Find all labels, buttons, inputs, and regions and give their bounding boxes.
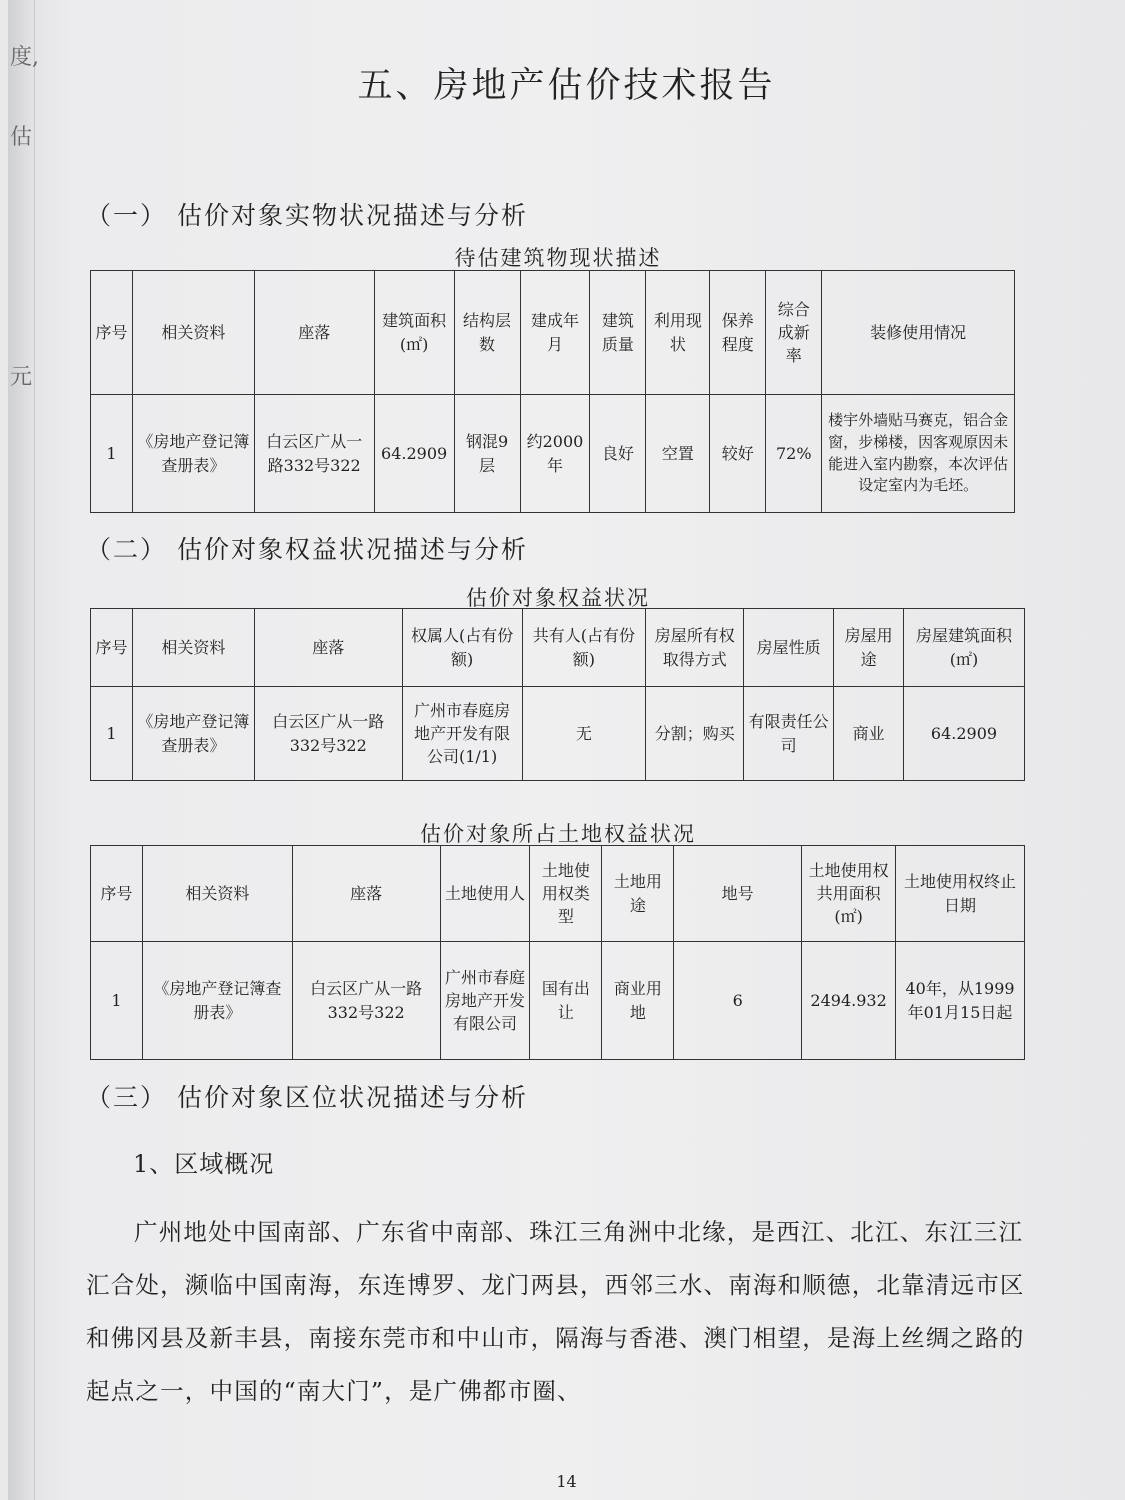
cell-area: 64.2909 <box>374 395 454 513</box>
page-title: 五、房地产估价技术报告 <box>357 66 776 106</box>
header-cell: 结构层数 <box>454 271 520 395</box>
rights-status-table <box>90 608 1025 781</box>
section-heading-rights: （二） 估价对象权益状况描述与分析 <box>86 535 528 564</box>
table-caption-building: 待估建筑物现状描述 <box>454 246 662 270</box>
book-spine <box>8 0 39 1500</box>
header-cell: 土地使用权终止日期 <box>896 846 1025 942</box>
header-cell: 建筑面积(㎡) <box>374 271 454 395</box>
header-cell: 序号 <box>91 846 143 942</box>
cell-seq: 1 <box>91 687 133 781</box>
header-cell: 综合成新率 <box>766 271 822 395</box>
cell-quality: 良好 <box>590 395 646 513</box>
cell-doc: 《房地产登记簿查册表》 <box>132 395 254 513</box>
header-cell: 相关资料 <box>132 271 254 395</box>
cell-land-user: 广州市春庭房地产开发有限公司 <box>440 942 530 1060</box>
header-cell: 土地用途 <box>602 846 674 942</box>
table-caption-rights: 估价对象权益状况 <box>466 586 650 610</box>
cell-seq: 1 <box>91 942 143 1060</box>
table-header-row <box>91 609 1025 687</box>
cell-maintenance: 较好 <box>710 395 766 513</box>
header-cell: 房屋性质 <box>744 609 834 687</box>
header-cell: 座落 <box>292 846 440 942</box>
header-cell: 房屋用途 <box>834 609 904 687</box>
cell-end-date: 40年，从1999年01月15日起 <box>896 942 1025 1060</box>
cell-acquire: 分割；购买 <box>646 687 744 781</box>
cell-location: 白云区广从一路332号322 <box>254 395 374 513</box>
header-cell: 土地使用权类型 <box>530 846 602 942</box>
cell-doc: 《房地产登记簿查册表》 <box>142 942 292 1060</box>
cell-owner: 广州市春庭房地产开发有限公司(1/1) <box>402 687 522 781</box>
section-heading-location: （三） 估价对象区位状况描述与分析 <box>86 1083 528 1112</box>
table-row <box>91 942 1025 1060</box>
header-cell: 座落 <box>254 271 374 395</box>
cell-nature: 有限责任公司 <box>744 687 834 781</box>
land-rights-table <box>90 845 1025 1060</box>
cell-seq: 1 <box>91 395 133 513</box>
section-heading-physical: （一） 估价对象实物状况描述与分析 <box>86 201 528 230</box>
region-paragraph: 广州地处中国南部、广东省中南部、珠江三角洲中北缘，是西江、北江、东江三江汇合处，濒临中国南海，东连博罗、龙门两县，西邻三水、南海和顺德，北靠清远市区和佛冈县及新丰县，南接东莞市和中山市，隔海与香港、澳门相望，是海上丝绸之路的起点之一，中国的“南大门”，是广佛都市圈、 <box>86 1218 1025 1405</box>
table-header-row <box>91 846 1025 942</box>
header-cell: 相关资料 <box>132 609 254 687</box>
table-row <box>91 395 1015 513</box>
header-cell: 建成年月 <box>520 271 590 395</box>
header-cell: 房屋所有权取得方式 <box>646 609 744 687</box>
header-cell: 座落 <box>254 609 402 687</box>
spine-text: 元 <box>10 365 33 390</box>
cell-decoration: 楼宇外墙贴马赛克，铝合金窗，步梯楼，因客观原因未能进入室内勘察，本次评估设定室内为毛坯。 <box>822 395 1015 513</box>
header-cell: 土地使用人 <box>440 846 530 942</box>
cell-location: 白云区广从一路332号322 <box>254 687 402 781</box>
cell-coowner: 无 <box>522 687 646 781</box>
table-row <box>91 687 1025 781</box>
document-page <box>8 0 1125 1500</box>
header-cell: 序号 <box>91 271 133 395</box>
header-cell: 共有人(占有份额) <box>522 609 646 687</box>
cell-doc: 《房地产登记簿查册表》 <box>132 687 254 781</box>
table-caption-land: 估价对象所占土地权益状况 <box>420 822 696 846</box>
cell-use: 空置 <box>646 395 710 513</box>
header-cell: 权属人(占有份额) <box>402 609 522 687</box>
cell-location: 白云区广从一路332号322 <box>292 942 440 1060</box>
cell-lot-number: 6 <box>674 942 802 1060</box>
header-cell: 房屋建筑面积(㎡) <box>904 609 1025 687</box>
header-cell: 土地使用权共用面积(㎡) <box>802 846 896 942</box>
page-number: 14 <box>556 1472 577 1491</box>
header-cell: 地号 <box>674 846 802 942</box>
cell-land-type: 国有出让 <box>530 942 602 1060</box>
header-cell: 装修使用情况 <box>822 271 1015 395</box>
spine-text: 估 <box>10 125 33 150</box>
cell-built: 约2000年 <box>520 395 590 513</box>
subsection-title: 1、区域概况 <box>133 1150 275 1178</box>
header-cell: 利用现状 <box>646 271 710 395</box>
building-status-table <box>90 270 1015 513</box>
header-cell: 建筑质量 <box>590 271 646 395</box>
header-cell: 相关资料 <box>142 846 292 942</box>
header-cell: 保养程度 <box>710 271 766 395</box>
cell-usage: 商业 <box>834 687 904 781</box>
table-header-row <box>91 271 1015 395</box>
cell-land-area: 2494.932 <box>802 942 896 1060</box>
spine-text: 度, <box>10 45 39 70</box>
cell-land-usage: 商业用地 <box>602 942 674 1060</box>
cell-rate: 72% <box>766 395 822 513</box>
cell-structure: 钢混9层 <box>454 395 520 513</box>
header-cell: 序号 <box>91 609 133 687</box>
cell-area: 64.2909 <box>904 687 1025 781</box>
